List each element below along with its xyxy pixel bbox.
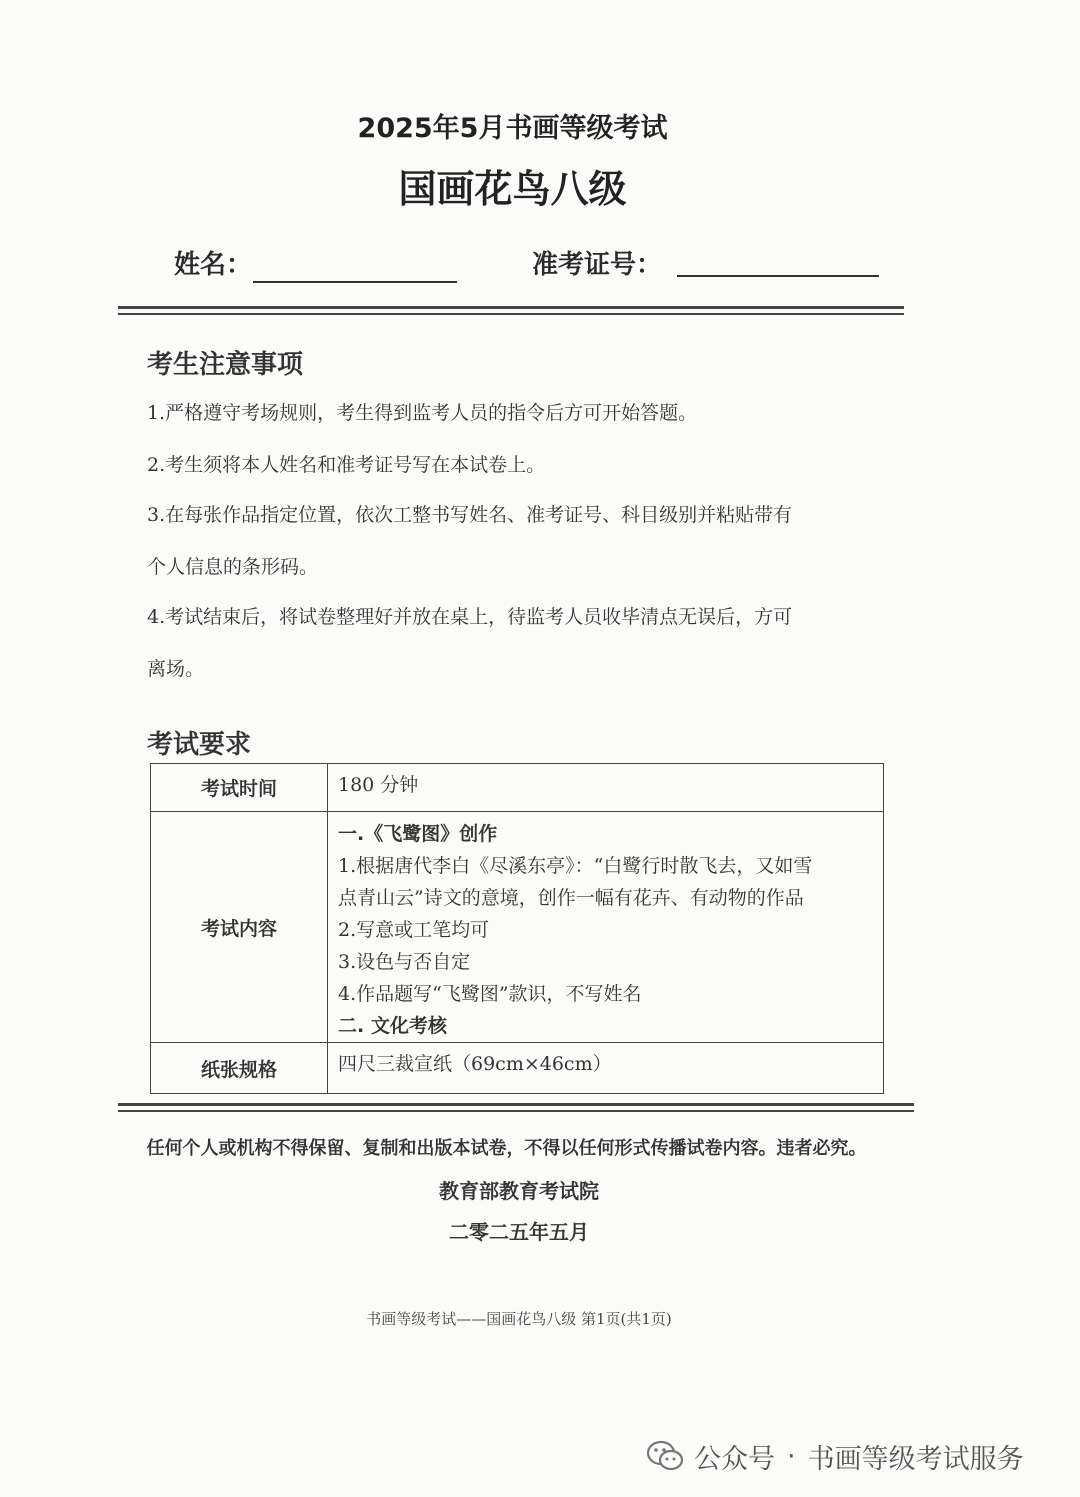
content-label: 考试内容	[151, 812, 328, 1043]
watermark-prefix: 公众号	[694, 1443, 775, 1475]
name-label: 姓名：	[174, 250, 253, 280]
requirements-heading: 考试要求	[147, 730, 252, 760]
notice-item: 个人信息的条形码。	[147, 556, 319, 578]
exam-id-blank-line	[677, 275, 879, 277]
notice-item: 离场。	[147, 658, 205, 680]
time-label: 考试时间	[151, 764, 328, 812]
wechat-icon	[646, 1439, 684, 1473]
content-line: 1.根据唐代李白《尽溪东亭》：“白鹭行时散飞去，又如雪	[338, 855, 813, 877]
table-row	[151, 764, 884, 812]
subject-title: 国画花鸟八级	[398, 167, 627, 211]
issuer: 教育部教育考试院	[439, 1179, 599, 1203]
notice-item: 2.考生须将本人姓名和准考证号写在本试卷上。	[147, 454, 546, 476]
time-value: 180 分钟	[328, 764, 884, 812]
requirements-table	[150, 763, 884, 1094]
top-divider	[118, 306, 904, 315]
table-row	[151, 1043, 884, 1094]
copyright-notice: 任何个人或机构不得保留、复制和出版本试卷，不得以任何形式传播试卷内容。违者必究。	[146, 1138, 867, 1159]
exam-id-label: 准考证号：	[532, 250, 663, 280]
watermark-separator: ·	[787, 1440, 796, 1472]
content-line: 2.写意或工笔均可	[338, 919, 490, 941]
exam-title: 2025年5月书画等级考试	[357, 113, 668, 144]
watermark-account: 书画等级考试服务	[807, 1443, 1024, 1475]
paper-label: 纸张规格	[151, 1043, 328, 1094]
notices-heading: 考生注意事项	[147, 350, 304, 380]
name-blank-line	[253, 281, 457, 283]
issue-date: 二零二五年五月	[449, 1220, 589, 1244]
watermark	[646, 1436, 1024, 1476]
content-line: 一.《飞鹭图》创作	[338, 823, 498, 845]
content-value	[328, 812, 884, 1043]
notice-item: 4.考试结束后，将试卷整理好并放在桌上，待监考人员收毕清点无误后，方可	[147, 606, 793, 628]
content-line: 4.作品题写“飞鹭图”款识，不写姓名	[338, 983, 642, 1005]
notice-item: 1.严格遵守考场规则，考生得到监考人员的指令后方可开始答题。	[147, 402, 698, 424]
content-line: 3.设色与否自定	[338, 951, 471, 973]
table-row	[151, 812, 884, 1043]
paper-value: 四尺三裁宣纸（69cm×46cm）	[328, 1043, 884, 1094]
content-line: 点青山云”诗文的意境，创作一幅有花卉、有动物的作品	[338, 887, 804, 909]
notice-item: 3.在每张作品指定位置，依次工整书写姓名、准考证号、科目级别并粘贴带有	[147, 504, 793, 526]
page-footer: 书画等级考试——国画花鸟八级 第1页(共1页)	[366, 1310, 672, 1328]
content-line: 二. 文化考核	[338, 1015, 447, 1037]
bottom-divider	[118, 1103, 914, 1112]
